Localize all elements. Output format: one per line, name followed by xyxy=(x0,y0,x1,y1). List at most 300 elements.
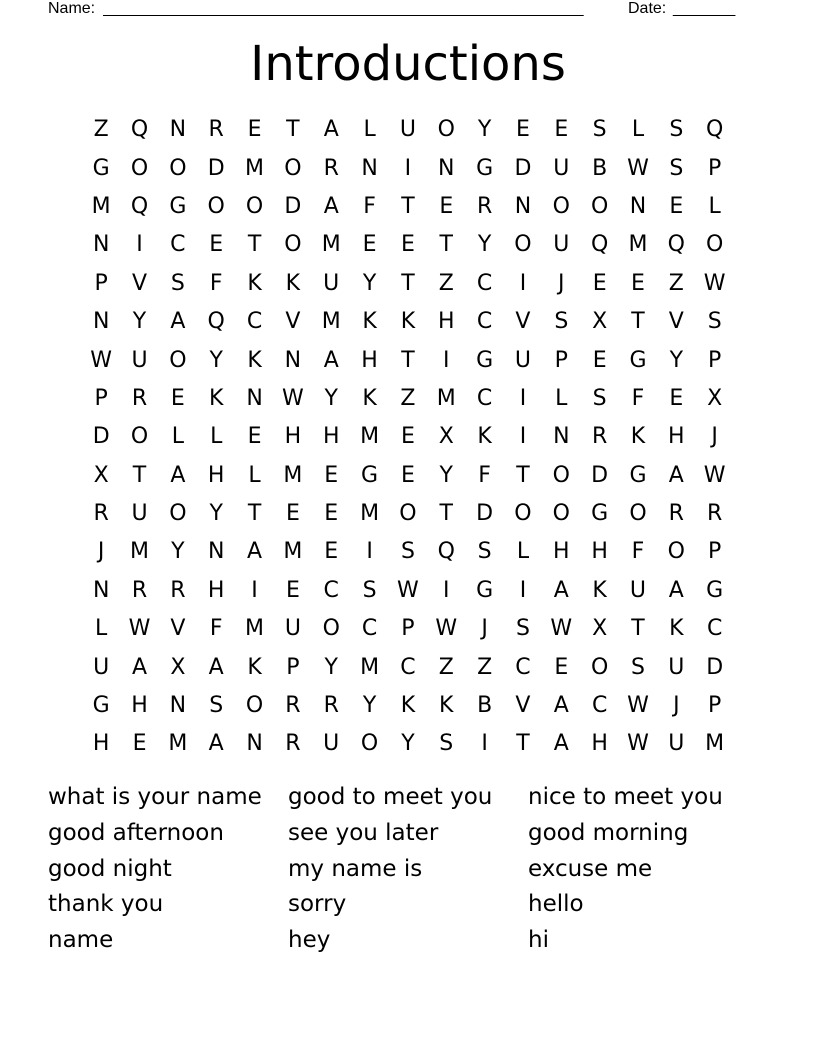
grid-letter[interactable]: O xyxy=(322,616,340,642)
grid-letter[interactable]: Y xyxy=(477,117,492,143)
grid-letter[interactable]: Q xyxy=(590,232,609,258)
grid-letter[interactable]: S xyxy=(439,731,454,757)
grid-letter[interactable]: V xyxy=(131,270,148,296)
grid-letter[interactable]: U xyxy=(131,501,148,527)
grid-letter[interactable]: C xyxy=(706,616,723,642)
grid-letter[interactable]: K xyxy=(362,309,377,335)
grid-letter[interactable]: A xyxy=(553,731,569,757)
grid-letter[interactable]: S xyxy=(592,385,607,411)
grid-letter[interactable]: M xyxy=(245,616,265,642)
grid-letter[interactable]: T xyxy=(401,347,415,373)
grid-letter[interactable]: O xyxy=(667,539,685,565)
grid-letter[interactable]: I xyxy=(519,385,527,411)
grid-letter[interactable]: A xyxy=(131,654,148,680)
grid-letter[interactable]: P xyxy=(708,347,722,373)
name-field-line[interactable]: ______________________________________________________ xyxy=(103,0,584,17)
grid-letter[interactable]: H xyxy=(207,462,225,488)
grid-letter[interactable]: H xyxy=(553,539,570,565)
grid-letter[interactable]: Y xyxy=(209,347,223,373)
grid-letter[interactable]: L xyxy=(631,117,645,143)
grid-letter[interactable]: T xyxy=(401,193,415,219)
grid-letter[interactable]: K xyxy=(592,577,607,603)
grid-letter[interactable]: I xyxy=(519,577,527,603)
grid-letter[interactable]: R xyxy=(707,501,723,527)
grid-letter[interactable]: R xyxy=(131,577,148,603)
grid-letter[interactable]: W xyxy=(128,616,151,642)
grid-letter[interactable]: R xyxy=(93,501,109,527)
grid-letter[interactable]: A xyxy=(668,577,684,603)
grid-letter[interactable]: O xyxy=(399,501,417,527)
grid-letter[interactable]: T xyxy=(516,731,530,757)
grid-letter[interactable]: C xyxy=(591,693,608,719)
grid-letter[interactable]: A xyxy=(208,654,224,680)
grid-letter[interactable]: O xyxy=(590,654,609,680)
grid-letter[interactable]: T xyxy=(401,270,415,296)
grid-letter[interactable]: K xyxy=(247,270,262,296)
grid-letter[interactable]: S xyxy=(631,654,645,680)
grid-letter[interactable]: M xyxy=(321,309,341,335)
grid-letter[interactable]: Y xyxy=(209,501,223,527)
grid-letter[interactable]: G xyxy=(629,462,647,488)
grid-letter[interactable]: Y xyxy=(324,654,338,680)
grid-letter[interactable]: E xyxy=(247,424,262,450)
grid-letter[interactable]: Y xyxy=(171,539,185,565)
grid-letter[interactable]: S xyxy=(554,309,569,335)
grid-row xyxy=(82,303,734,341)
grid-letter[interactable]: L xyxy=(171,424,184,450)
word-list-item: hello xyxy=(528,891,584,918)
grid-letter[interactable]: G xyxy=(706,577,724,603)
grid-letter[interactable]: H xyxy=(131,693,148,719)
grid-letter[interactable]: E xyxy=(669,193,684,219)
grid-letter[interactable]: W xyxy=(703,270,726,296)
grid-letter[interactable]: X xyxy=(170,654,186,680)
word-list-item: thank you xyxy=(48,891,164,918)
grid-letter[interactable]: W xyxy=(282,385,304,411)
grid-letter[interactable]: C xyxy=(476,309,493,335)
grid-letter[interactable]: M xyxy=(360,654,380,680)
grid-letter[interactable]: X xyxy=(707,385,723,411)
grid-letter[interactable]: O xyxy=(169,501,187,527)
grid-letter[interactable]: K xyxy=(669,616,684,642)
grid-letter[interactable]: T xyxy=(631,616,645,642)
grid-letter[interactable]: B xyxy=(592,155,608,181)
grid-letter[interactable]: C xyxy=(476,385,493,411)
grid-letter[interactable]: V xyxy=(515,693,531,719)
grid-letter[interactable]: T xyxy=(631,309,645,335)
grid-letter[interactable]: Z xyxy=(668,270,684,296)
grid-letter[interactable]: F xyxy=(631,539,645,565)
grid-letter[interactable]: Q xyxy=(207,309,225,335)
grid-letter[interactable]: H xyxy=(437,309,455,335)
grid-letter[interactable]: I xyxy=(404,155,412,181)
grid-letter[interactable]: C xyxy=(170,232,186,258)
grid-letter[interactable]: I xyxy=(443,577,450,603)
grid-letter[interactable]: Z xyxy=(400,385,416,411)
grid-letter[interactable]: E xyxy=(400,424,415,450)
grid-letter[interactable]: P xyxy=(401,616,415,642)
grid-letter[interactable]: N xyxy=(169,693,187,719)
grid-letter[interactable]: N xyxy=(207,539,225,565)
grid-letter[interactable]: Q xyxy=(706,117,724,143)
grid-letter[interactable]: H xyxy=(668,424,685,450)
grid-letter[interactable]: G xyxy=(476,347,494,373)
grid-letter[interactable]: M xyxy=(628,232,648,258)
grid-letter[interactable]: G xyxy=(92,155,110,181)
grid-letter[interactable]: M xyxy=(360,424,380,450)
grid-letter[interactable]: L xyxy=(95,616,108,642)
grid-letter[interactable]: U xyxy=(553,232,570,258)
grid-letter[interactable]: W xyxy=(550,616,573,642)
grid-letter[interactable]: J xyxy=(558,270,565,296)
grid-letter[interactable]: X xyxy=(592,309,608,335)
grid-letter[interactable]: U xyxy=(668,731,685,757)
grid-letter[interactable]: E xyxy=(400,462,415,488)
grid-letter[interactable]: O xyxy=(245,193,264,219)
grid-letter[interactable]: K xyxy=(247,347,262,373)
grid-letter[interactable]: C xyxy=(476,270,493,296)
grid-letter[interactable]: U xyxy=(629,577,647,603)
grid-letter[interactable]: N xyxy=(514,193,532,219)
grid-letter[interactable]: H xyxy=(591,539,608,565)
grid-letter[interactable]: M xyxy=(130,539,149,565)
grid-letter[interactable]: E xyxy=(247,117,262,143)
grid-letter[interactable]: G xyxy=(629,347,647,373)
grid-letter[interactable]: P xyxy=(554,347,568,373)
date-field-line[interactable]: _______ xyxy=(673,0,736,17)
grid-letter[interactable]: O xyxy=(437,117,455,143)
grid-letter[interactable]: E xyxy=(362,232,377,258)
grid-letter[interactable]: Y xyxy=(439,462,453,488)
grid-letter[interactable]: A xyxy=(553,577,569,603)
grid-letter[interactable]: U xyxy=(284,616,301,642)
grid-letter[interactable]: Q xyxy=(667,232,685,258)
grid-letter[interactable]: A xyxy=(170,462,186,488)
grid-letter[interactable]: O xyxy=(245,693,264,719)
grid-letter[interactable]: L xyxy=(210,424,223,450)
grid-letter[interactable]: M xyxy=(321,232,341,258)
grid-letter[interactable]: E xyxy=(400,232,415,258)
grid-letter[interactable]: O xyxy=(360,731,379,757)
grid-letter[interactable]: Q xyxy=(437,539,455,565)
grid-letter[interactable]: U xyxy=(399,117,416,143)
grid-letter[interactable]: P xyxy=(708,155,722,181)
grid-letter[interactable]: E xyxy=(631,270,645,296)
grid-letter[interactable]: S xyxy=(669,117,684,143)
grid-letter[interactable]: D xyxy=(514,155,532,181)
grid-letter[interactable]: J xyxy=(711,424,718,450)
grid-letter[interactable]: T xyxy=(516,462,530,488)
grid-letter[interactable]: D xyxy=(706,654,724,680)
grid-letter[interactable]: A xyxy=(208,731,224,757)
grid-letter[interactable]: Z xyxy=(438,270,454,296)
page-title: Introductions xyxy=(250,36,566,92)
grid-letter[interactable]: Q xyxy=(130,193,149,219)
grid-letter[interactable]: I xyxy=(251,577,258,603)
grid-letter[interactable]: O xyxy=(552,501,570,527)
grid-letter[interactable]: S xyxy=(362,577,377,603)
grid-letter[interactable]: P xyxy=(286,654,300,680)
grid-letter[interactable]: G xyxy=(361,462,379,488)
grid-letter[interactable]: A xyxy=(668,462,684,488)
grid-letter[interactable]: A xyxy=(323,117,339,143)
grid-letter[interactable]: U xyxy=(323,731,340,757)
grid-letter[interactable]: N xyxy=(92,309,110,335)
grid-letter[interactable]: R xyxy=(285,731,301,757)
grid-letter[interactable]: Z xyxy=(477,654,493,680)
grid-letter[interactable]: K xyxy=(400,693,416,719)
grid-letter[interactable]: H xyxy=(361,347,378,373)
grid-letter[interactable]: I xyxy=(481,731,488,757)
grid-letter[interactable]: Z xyxy=(438,654,454,680)
grid-letter[interactable]: I xyxy=(136,232,143,258)
grid-letter[interactable]: G xyxy=(169,193,187,219)
grid-letter[interactable]: E xyxy=(285,501,300,527)
grid-letter[interactable]: M xyxy=(245,155,265,181)
grid-letter[interactable]: U xyxy=(323,270,340,296)
grid-letter[interactable]: W xyxy=(397,577,419,603)
grid-letter[interactable]: O xyxy=(169,155,187,181)
grid-letter[interactable]: O xyxy=(130,424,149,450)
grid-letter[interactable]: M xyxy=(360,501,380,527)
grid-letter[interactable]: X xyxy=(592,616,608,642)
grid-letter[interactable]: F xyxy=(631,385,645,411)
grid-letter[interactable]: E xyxy=(592,347,607,373)
grid-letter[interactable]: B xyxy=(477,693,493,719)
grid-letter[interactable]: H xyxy=(207,577,225,603)
grid-row xyxy=(82,418,734,456)
grid-letter[interactable]: A xyxy=(247,539,263,565)
grid-letter[interactable]: H xyxy=(284,424,302,450)
grid-letter[interactable]: N xyxy=(92,232,110,258)
grid-letter[interactable]: G xyxy=(92,693,110,719)
grid-letter[interactable]: Y xyxy=(362,270,377,296)
grid-letter[interactable]: N xyxy=(246,385,263,411)
grid-letter[interactable]: N xyxy=(169,117,187,143)
grid-letter[interactable]: O xyxy=(284,232,302,258)
grid-letter[interactable]: V xyxy=(285,309,301,335)
grid-letter[interactable]: M xyxy=(91,193,111,219)
grid-letter[interactable]: P xyxy=(708,693,722,719)
grid-letter[interactable]: T xyxy=(439,232,453,258)
grid-letter[interactable]: O xyxy=(169,347,187,373)
grid-letter[interactable]: N xyxy=(92,577,110,603)
grid-letter[interactable]: O xyxy=(514,501,532,527)
grid-letter[interactable]: G xyxy=(476,577,494,603)
grid-letter[interactable]: O xyxy=(552,462,570,488)
grid-letter[interactable]: X xyxy=(438,424,454,450)
word-list xyxy=(48,780,768,959)
grid-letter[interactable]: Y xyxy=(401,731,415,757)
grid-letter[interactable]: K xyxy=(630,424,646,450)
grid-letter[interactable]: E xyxy=(439,193,454,219)
grid-letter[interactable]: N xyxy=(284,347,302,373)
grid-letter[interactable]: V xyxy=(668,309,684,335)
grid-letter[interactable]: N xyxy=(438,155,455,181)
grid-letter[interactable]: O xyxy=(207,193,225,219)
grid-letter[interactable]: O xyxy=(706,232,724,258)
grid-letter[interactable]: U xyxy=(668,654,685,680)
grid-letter[interactable]: R xyxy=(323,693,339,719)
grid-letter[interactable]: D xyxy=(476,501,494,527)
grid-letter[interactable]: E xyxy=(170,385,185,411)
grid-letter[interactable]: L xyxy=(555,385,568,411)
grid-letter[interactable]: F xyxy=(363,193,376,219)
grid-letter[interactable]: Y xyxy=(362,693,377,719)
grid-letter[interactable]: T xyxy=(247,232,262,258)
grid-letter[interactable]: S xyxy=(477,539,492,565)
grid-letter[interactable]: R xyxy=(170,577,186,603)
grid-letter[interactable]: N xyxy=(553,424,570,450)
grid-letter[interactable]: K xyxy=(439,693,454,719)
grid-letter[interactable]: E xyxy=(516,117,530,143)
grid-letter[interactable]: M xyxy=(436,385,456,411)
grid-letter[interactable]: U xyxy=(93,654,110,680)
grid-letter[interactable]: V xyxy=(170,616,186,642)
grid-letter[interactable]: J xyxy=(481,616,488,642)
grid-letter[interactable]: U xyxy=(514,347,531,373)
grid-letter[interactable]: Y xyxy=(324,385,338,411)
grid-letter[interactable]: W xyxy=(627,693,649,719)
grid-letter[interactable]: E xyxy=(592,270,607,296)
grid-letter[interactable]: U xyxy=(131,347,148,373)
grid-letter[interactable]: K xyxy=(400,309,416,335)
grid-letter[interactable]: M xyxy=(283,462,303,488)
grid-letter[interactable]: O xyxy=(629,501,647,527)
grid-letter[interactable]: T xyxy=(247,501,262,527)
grid-letter[interactable]: S xyxy=(170,270,185,296)
word-list-item: good night xyxy=(48,855,172,882)
grid-letter[interactable]: T xyxy=(132,462,147,488)
grid-row xyxy=(82,341,734,379)
grid-letter[interactable]: E xyxy=(324,501,339,527)
grid-letter[interactable]: E xyxy=(554,117,569,143)
grid-letter[interactable]: P xyxy=(94,385,108,411)
grid-letter[interactable]: C xyxy=(323,577,339,603)
grid-letter[interactable]: F xyxy=(478,462,491,488)
grid-letter[interactable]: E xyxy=(669,385,684,411)
grid-letter[interactable]: A xyxy=(323,347,339,373)
grid-letter[interactable]: G xyxy=(591,501,609,527)
grid-letter[interactable]: E xyxy=(554,654,569,680)
grid-letter[interactable]: J xyxy=(673,693,680,719)
grid-letter[interactable]: O xyxy=(130,155,149,181)
grid-letter[interactable]: K xyxy=(362,385,377,411)
grid-letter[interactable]: T xyxy=(439,501,453,527)
grid-letter[interactable]: F xyxy=(209,270,223,296)
grid-letter[interactable]: W xyxy=(627,731,649,757)
grid-letter[interactable]: E xyxy=(209,232,224,258)
grid-letter[interactable]: M xyxy=(168,731,188,757)
grid-letter[interactable]: S xyxy=(400,539,415,565)
grid-letter[interactable]: O xyxy=(552,193,570,219)
grid-letter[interactable]: K xyxy=(247,654,262,680)
grid-letter[interactable]: S xyxy=(592,117,607,143)
grid-letter[interactable]: W xyxy=(90,347,113,373)
grid-letter[interactable]: P xyxy=(708,539,722,565)
grid-letter[interactable]: Z xyxy=(93,117,109,143)
grid-letter[interactable]: F xyxy=(209,616,223,642)
grid-letter[interactable]: K xyxy=(285,270,301,296)
grid-letter[interactable]: H xyxy=(92,731,110,757)
grid-letter[interactable]: D xyxy=(92,424,110,450)
grid-letter[interactable]: O xyxy=(590,193,609,219)
grid-letter[interactable]: E xyxy=(132,731,147,757)
grid-letter[interactable]: L xyxy=(248,462,261,488)
grid-letter[interactable]: J xyxy=(97,539,105,565)
grid-letter[interactable]: M xyxy=(705,731,725,757)
grid-letter[interactable]: R xyxy=(323,155,339,181)
grid-letter[interactable]: S xyxy=(707,309,722,335)
grid-letter[interactable]: K xyxy=(477,424,492,450)
grid-letter[interactable]: U xyxy=(553,155,570,181)
grid-letter[interactable]: R xyxy=(208,117,224,143)
grid-letter[interactable]: D xyxy=(284,193,302,219)
grid-letter[interactable]: W xyxy=(627,155,649,181)
grid-letter[interactable]: Y xyxy=(477,232,492,258)
grid-letter[interactable]: R xyxy=(131,385,148,411)
grid-letter[interactable]: D xyxy=(591,462,609,488)
grid-letter[interactable]: H xyxy=(322,424,340,450)
grid-letter[interactable]: N xyxy=(629,193,647,219)
grid-letter[interactable]: Y xyxy=(669,347,684,373)
grid-letter[interactable]: R xyxy=(285,693,301,719)
grid-letter[interactable]: I xyxy=(366,539,373,565)
grid-letter[interactable]: X xyxy=(93,462,109,488)
grid-letter[interactable]: W xyxy=(703,462,726,488)
grid-letter[interactable]: R xyxy=(476,193,493,219)
grid-letter[interactable]: L xyxy=(516,539,530,565)
grid-letter[interactable]: I xyxy=(443,347,450,373)
grid-letter[interactable]: K xyxy=(208,385,224,411)
grid-letter[interactable]: L xyxy=(708,193,721,219)
grid-letter[interactable]: O xyxy=(284,155,302,181)
grid-letter[interactable]: S xyxy=(669,155,684,181)
grid-letter[interactable]: A xyxy=(170,309,186,335)
grid-letter[interactable]: E xyxy=(324,539,339,565)
grid-letter[interactable]: E xyxy=(285,577,300,603)
grid-letter[interactable]: D xyxy=(207,155,225,181)
grid-letter[interactable]: C xyxy=(400,654,416,680)
grid-letter[interactable]: R xyxy=(668,501,684,527)
grid-letter[interactable]: C xyxy=(246,309,263,335)
grid-letter[interactable]: V xyxy=(515,309,531,335)
grid-letter[interactable]: H xyxy=(591,731,608,757)
grid-letter[interactable]: T xyxy=(286,117,300,143)
grid-letter[interactable]: C xyxy=(361,616,378,642)
grid-letter[interactable]: G xyxy=(476,155,494,181)
grid-letter[interactable]: E xyxy=(324,462,339,488)
grid-letter[interactable]: N xyxy=(246,731,263,757)
grid-letter[interactable]: A xyxy=(323,193,339,219)
word-list-item: good morning xyxy=(528,819,689,846)
grid-letter[interactable]: P xyxy=(94,270,108,296)
grid-letter[interactable]: Y xyxy=(132,309,147,335)
grid-letter[interactable]: L xyxy=(363,117,376,143)
grid-letter[interactable]: Q xyxy=(130,117,149,143)
grid-letter[interactable]: S xyxy=(515,616,530,642)
grid-letter[interactable]: S xyxy=(209,693,224,719)
grid-letter[interactable]: N xyxy=(361,155,378,181)
grid-letter[interactable]: I xyxy=(519,424,527,450)
grid-letter[interactable]: I xyxy=(519,270,527,296)
grid-letter[interactable]: A xyxy=(553,693,569,719)
grid-letter[interactable]: R xyxy=(591,424,608,450)
grid-letter[interactable]: O xyxy=(514,232,532,258)
grid-letter[interactable]: M xyxy=(283,539,303,565)
grid-letter[interactable]: C xyxy=(515,654,531,680)
grid-letter[interactable]: W xyxy=(435,616,458,642)
